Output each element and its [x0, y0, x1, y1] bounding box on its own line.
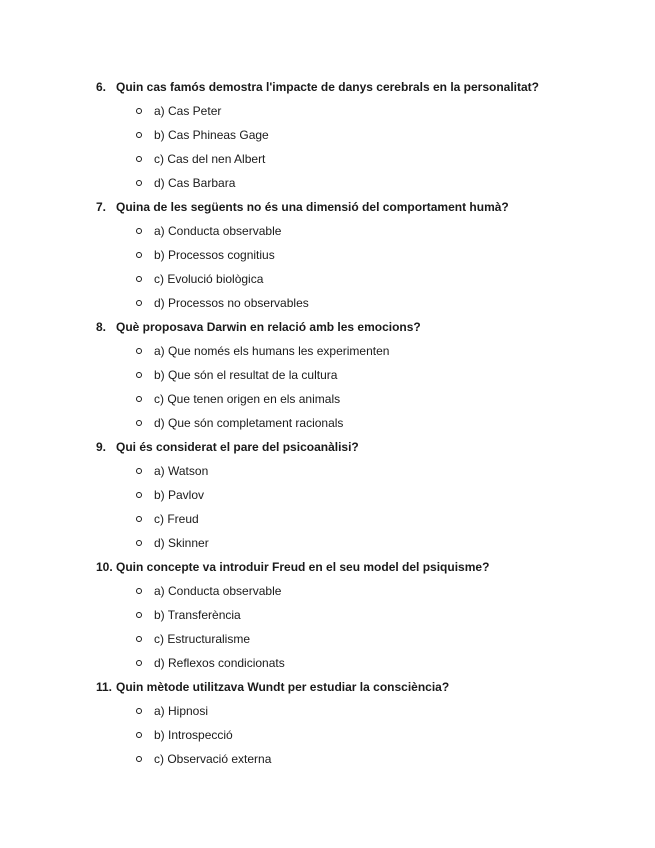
option-a — [96, 219, 636, 243]
hollow-bullet-icon — [136, 636, 142, 642]
hollow-bullet-icon — [136, 276, 142, 282]
question-11 — [96, 675, 636, 771]
option-c — [96, 387, 636, 411]
hollow-bullet-icon — [136, 156, 142, 162]
question-heading — [96, 315, 636, 339]
hollow-bullet-icon — [136, 420, 142, 426]
hollow-bullet-icon — [136, 660, 142, 666]
option-list — [96, 219, 636, 315]
question-heading — [96, 435, 636, 459]
option-text: b) Introspecció — [154, 728, 233, 742]
option-text: a) Cas Peter — [154, 104, 222, 118]
question-heading — [96, 675, 636, 699]
option-text: a) Watson — [154, 464, 209, 478]
option-text: d) Processos no observables — [154, 296, 309, 310]
hollow-bullet-icon — [136, 132, 142, 138]
hollow-bullet-icon — [136, 180, 142, 186]
option-text: c) Que tenen origen en els animals — [154, 392, 341, 406]
option-b — [96, 723, 636, 747]
hollow-bullet-icon — [136, 588, 142, 594]
option-d — [96, 171, 636, 195]
question-number: 9. — [96, 440, 107, 454]
option-c — [96, 147, 636, 171]
hollow-bullet-icon — [136, 732, 142, 738]
hollow-bullet-icon — [136, 348, 142, 354]
question-list — [96, 75, 636, 771]
option-text: b) Processos cognitius — [154, 248, 275, 262]
option-a — [96, 459, 636, 483]
option-text: b) Transferència — [154, 608, 241, 622]
question-number: 7. — [96, 200, 107, 214]
hollow-bullet-icon — [136, 756, 142, 762]
question-text: Quin concepte va introduir Freud en el seu model del psiquisme? — [116, 560, 490, 574]
question-heading — [96, 195, 636, 219]
option-c — [96, 747, 636, 771]
option-text: b) Cas Phineas Gage — [154, 128, 269, 142]
option-text: a) Que només els humans les experimenten — [154, 344, 390, 358]
question-10 — [96, 555, 636, 675]
option-text: c) Freud — [154, 512, 199, 526]
option-text: d) Reflexos condicionats — [154, 656, 285, 670]
option-text: c) Cas del nen Albert — [154, 152, 266, 166]
hollow-bullet-icon — [136, 228, 142, 234]
hollow-bullet-icon — [136, 612, 142, 618]
question-7 — [96, 195, 636, 315]
option-list — [96, 459, 636, 555]
option-a — [96, 99, 636, 123]
option-text: a) Hipnosi — [154, 704, 209, 718]
question-9 — [96, 435, 636, 555]
question-number: 6. — [96, 80, 107, 94]
option-c — [96, 507, 636, 531]
question-text: Quin cas famós demostra l'impacte de danys cerebrals en la personalitat? — [116, 80, 540, 94]
hollow-bullet-icon — [136, 396, 142, 402]
question-8 — [96, 315, 636, 435]
option-a — [96, 579, 636, 603]
option-text: c) Observació externa — [154, 752, 272, 766]
option-list — [96, 699, 636, 771]
option-text: a) Conducta observable — [154, 584, 282, 598]
option-d — [96, 531, 636, 555]
option-b — [96, 483, 636, 507]
question-heading — [96, 75, 636, 99]
option-text: b) Que són el resultat de la cultura — [154, 368, 338, 382]
question-text: Què proposava Darwin en relació amb les emocions? — [116, 320, 421, 334]
option-text: d) Skinner — [154, 536, 209, 550]
option-d — [96, 651, 636, 675]
hollow-bullet-icon — [136, 492, 142, 498]
hollow-bullet-icon — [136, 516, 142, 522]
option-d — [96, 411, 636, 435]
option-list — [96, 579, 636, 675]
hollow-bullet-icon — [136, 108, 142, 114]
option-text: c) Evolució biològica — [154, 272, 264, 286]
hollow-bullet-icon — [136, 708, 142, 714]
hollow-bullet-icon — [136, 540, 142, 546]
option-text: b) Pavlov — [154, 488, 205, 502]
option-d — [96, 291, 636, 315]
option-a — [96, 699, 636, 723]
option-text: d) Que són completament racionals — [154, 416, 344, 430]
option-b — [96, 363, 636, 387]
question-number: 10. — [96, 560, 113, 574]
question-number: 8. — [96, 320, 107, 334]
option-list — [96, 339, 636, 435]
option-text: a) Conducta observable — [154, 224, 282, 238]
option-b — [96, 243, 636, 267]
option-text: d) Cas Barbara — [154, 176, 236, 190]
hollow-bullet-icon — [136, 252, 142, 258]
question-text: Qui és considerat el pare del psicoanàlisi? — [116, 440, 359, 454]
question-6 — [96, 75, 636, 195]
hollow-bullet-icon — [136, 300, 142, 306]
hollow-bullet-icon — [136, 372, 142, 378]
question-heading — [96, 555, 636, 579]
hollow-bullet-icon — [136, 468, 142, 474]
option-list — [96, 99, 636, 195]
question-text: Quin mètode utilitzava Wundt per estudiar la consciència? — [116, 680, 450, 694]
option-c — [96, 627, 636, 651]
question-number: 11. — [96, 680, 113, 694]
option-text: c) Estructuralisme — [154, 632, 251, 646]
option-c — [96, 267, 636, 291]
option-b — [96, 603, 636, 627]
option-a — [96, 339, 636, 363]
question-text: Quina de les següents no és una dimensió del comportament humà? — [116, 200, 509, 214]
option-b — [96, 123, 636, 147]
